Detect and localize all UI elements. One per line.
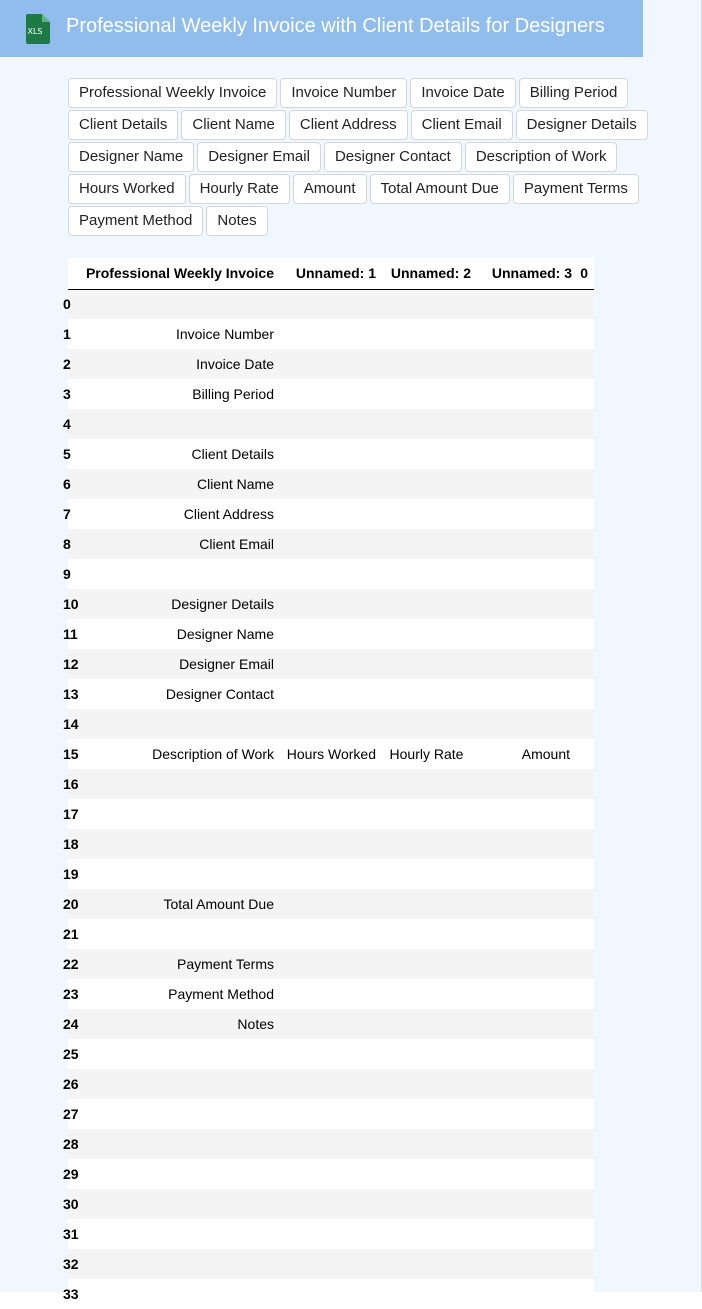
column-header (68, 258, 80, 289)
table-cell (382, 319, 477, 349)
table-cell (280, 469, 382, 499)
table-cell (80, 769, 280, 799)
column-chip[interactable]: Hourly Rate (189, 174, 290, 204)
table-cell (477, 1279, 578, 1309)
table-cell (382, 799, 477, 829)
table-cell (578, 559, 594, 589)
table-cell (280, 1159, 382, 1189)
table-cell: Designer Details (80, 589, 280, 619)
table-cell (280, 1249, 382, 1279)
table-row (68, 379, 594, 409)
table-cell (382, 349, 477, 379)
table-cell (578, 379, 594, 409)
row-index-cell: 4 (68, 409, 80, 439)
table-cell: Hourly Rate (382, 739, 477, 769)
column-header: 0 (578, 258, 594, 289)
table-row (68, 799, 594, 829)
table-cell (280, 949, 382, 979)
table-row (68, 319, 594, 349)
table-cell (280, 1009, 382, 1039)
row-index-cell: 12 (68, 649, 80, 679)
table-cell (280, 1189, 382, 1219)
data-table (63, 258, 594, 1309)
column-chip[interactable]: Notes (206, 206, 267, 236)
column-chip[interactable]: Client Address (289, 110, 408, 140)
table-row (68, 1189, 594, 1219)
table-cell (80, 799, 280, 829)
table-cell (477, 1099, 578, 1129)
table-row (68, 1249, 594, 1279)
table-cell (477, 679, 578, 709)
table-cell (578, 859, 594, 889)
table-cell (477, 1069, 578, 1099)
table-cell (477, 769, 578, 799)
table-cell (578, 1189, 594, 1219)
table-cell (382, 679, 477, 709)
column-chip[interactable]: Client Email (411, 110, 513, 140)
column-chip[interactable]: Payment Method (68, 206, 203, 236)
column-chip[interactable]: Designer Details (516, 110, 648, 140)
table-cell (578, 1159, 594, 1189)
table-cell (280, 1069, 382, 1099)
table-row (68, 439, 594, 469)
table-cell (578, 439, 594, 469)
table-cell (382, 1249, 477, 1279)
table-cell (382, 889, 477, 919)
table-cell (80, 829, 280, 859)
table-cell (578, 409, 594, 439)
table-cell (382, 379, 477, 409)
row-index-cell: 28 (68, 1129, 80, 1159)
table-cell (477, 949, 578, 979)
table-cell (578, 889, 594, 919)
table-cell (477, 469, 578, 499)
row-index-cell: 29 (68, 1159, 80, 1189)
table-row (68, 1219, 594, 1249)
table-cell (578, 1279, 594, 1309)
column-chip[interactable]: Hours Worked (68, 174, 186, 204)
row-index-cell: 0 (68, 289, 80, 319)
table-cell: Payment Method (80, 979, 280, 1009)
table-cell (382, 649, 477, 679)
row-index-cell: 20 (68, 889, 80, 919)
table-cell (280, 439, 382, 469)
column-chip[interactable]: Amount (293, 174, 367, 204)
table-cell (280, 1279, 382, 1309)
table-row (68, 1069, 594, 1099)
column-chip[interactable]: Description of Work (465, 142, 618, 172)
table-cell (578, 1009, 594, 1039)
table-cell (578, 919, 594, 949)
table-cell (382, 439, 477, 469)
table-cell (477, 409, 578, 439)
table-cell (382, 529, 477, 559)
row-index-cell: 7 (68, 499, 80, 529)
table-cell (280, 979, 382, 1009)
column-header: Unnamed: 2 (382, 258, 477, 289)
table-cell (280, 379, 382, 409)
table-cell (477, 709, 578, 739)
table-row (68, 919, 594, 949)
table-cell (382, 919, 477, 949)
table-cell (578, 799, 594, 829)
row-index-cell: 2 (68, 349, 80, 379)
table-row (68, 409, 594, 439)
table-cell (382, 1009, 477, 1039)
table-cell (382, 1039, 477, 1069)
row-index-cell: 30 (68, 1189, 80, 1219)
table-cell (80, 559, 280, 589)
table-cell (578, 619, 594, 649)
table-cell: Payment Terms (80, 949, 280, 979)
row-index-cell: 24 (68, 1009, 80, 1039)
table-cell (477, 529, 578, 559)
row-index-cell: 27 (68, 1099, 80, 1129)
row-index-cell: 5 (68, 439, 80, 469)
table-cell (382, 949, 477, 979)
row-index-cell: 3 (68, 379, 80, 409)
table-cell (382, 559, 477, 589)
table-cell (80, 709, 280, 739)
row-index-cell: 13 (68, 679, 80, 709)
table-cell (280, 409, 382, 439)
column-chip[interactable]: Client Name (181, 110, 286, 140)
row-index-cell: 22 (68, 949, 80, 979)
table-row (68, 529, 594, 559)
table-row (68, 889, 594, 919)
xls-file-icon-label: XLS (27, 27, 43, 36)
table-cell (280, 1219, 382, 1249)
row-index-cell: 26 (68, 1069, 80, 1099)
table-cell (477, 1249, 578, 1279)
table-cell (382, 1189, 477, 1219)
table-cell (280, 709, 382, 739)
column-chip[interactable]: Professional Weekly Invoice (68, 78, 277, 108)
row-index-cell: 32 (68, 1249, 80, 1279)
row-index-cell: 31 (68, 1219, 80, 1249)
row-index-cell: 8 (68, 529, 80, 559)
table-cell (578, 679, 594, 709)
table-cell (280, 799, 382, 829)
column-header: Unnamed: 3 (477, 258, 578, 289)
table-cell: Client Address (80, 499, 280, 529)
table-body (63, 289, 594, 1309)
table-cell (477, 619, 578, 649)
table-cell: Designer Name (80, 619, 280, 649)
table-cell (80, 409, 280, 439)
table-cell (382, 859, 477, 889)
table-cell: Designer Contact (80, 679, 280, 709)
table-cell (578, 1249, 594, 1279)
table-cell (280, 1129, 382, 1159)
table-row (68, 1039, 594, 1069)
table-row (68, 709, 594, 739)
column-chip[interactable]: Invoice Date (410, 78, 515, 108)
table-cell (280, 769, 382, 799)
table-cell (382, 289, 477, 319)
table-cell (382, 769, 477, 799)
table-cell (382, 1159, 477, 1189)
table-row (68, 619, 594, 649)
table-cell (280, 889, 382, 919)
table-cell: Amount (477, 739, 578, 769)
table-cell (578, 289, 594, 319)
table-cell (382, 469, 477, 499)
row-index-cell: 9 (68, 559, 80, 589)
table-cell (578, 979, 594, 1009)
table-cell (280, 919, 382, 949)
table-cell (477, 499, 578, 529)
table-cell: Invoice Date (80, 349, 280, 379)
row-index-cell: 15 (68, 739, 80, 769)
table-row (68, 589, 594, 619)
table-cell (477, 319, 578, 349)
table-cell (477, 1219, 578, 1249)
table-cell (382, 829, 477, 859)
table-cell (477, 349, 578, 379)
table-cell (578, 709, 594, 739)
column-chip[interactable]: Designer Name (68, 142, 194, 172)
header-bar (0, 0, 643, 57)
column-chip[interactable]: Payment Terms (513, 174, 639, 204)
row-index-cell: 1 (68, 319, 80, 349)
table-cell (382, 1099, 477, 1129)
table-cell (280, 1099, 382, 1129)
table-cell (578, 529, 594, 559)
table-cell (280, 679, 382, 709)
row-index-cell: 23 (68, 979, 80, 1009)
table-cell (280, 619, 382, 649)
table-cell (80, 919, 280, 949)
table-cell (477, 859, 578, 889)
table-cell: Notes (80, 1009, 280, 1039)
table-cell: Description of Work (80, 739, 280, 769)
table-cell: Designer Email (80, 649, 280, 679)
table-cell (578, 1099, 594, 1129)
table-row (68, 769, 594, 799)
table-row (68, 469, 594, 499)
table-cell (578, 949, 594, 979)
row-index-cell: 11 (68, 619, 80, 649)
table-cell (280, 559, 382, 589)
table-cell (80, 1039, 280, 1069)
table-row (68, 739, 594, 769)
page-title: Professional Weekly Invoice with Client Details for Designers (66, 15, 605, 37)
table-cell (280, 829, 382, 859)
row-index-cell: 14 (68, 709, 80, 739)
table-row (68, 679, 594, 709)
table-cell (477, 1129, 578, 1159)
table-header-row (68, 258, 594, 289)
table-cell (477, 979, 578, 1009)
table-cell (477, 589, 578, 619)
row-index-cell: 17 (68, 799, 80, 829)
column-chip[interactable]: Total Amount Due (370, 174, 510, 204)
table-cell (280, 529, 382, 559)
table-cell (578, 499, 594, 529)
table-cell (578, 319, 594, 349)
table-cell (382, 1069, 477, 1099)
table-cell (280, 859, 382, 889)
column-chip[interactable]: Designer Contact (324, 142, 462, 172)
table-row (68, 1099, 594, 1129)
table-cell (382, 1279, 477, 1309)
table-cell (80, 1189, 280, 1219)
table-cell (477, 289, 578, 319)
table-cell (280, 1039, 382, 1069)
table-cell (477, 1159, 578, 1189)
column-chip[interactable]: Designer Email (197, 142, 321, 172)
column-chip[interactable]: Billing Period (519, 78, 629, 108)
table-row (68, 979, 594, 1009)
table-cell (382, 1219, 477, 1249)
table-cell (382, 499, 477, 529)
table-cell (477, 1189, 578, 1219)
table-cell (578, 1039, 594, 1069)
row-index-cell: 25 (68, 1039, 80, 1069)
table-cell (80, 1129, 280, 1159)
table-cell: Client Details (80, 439, 280, 469)
table-cell (477, 1039, 578, 1069)
table-cell (280, 349, 382, 379)
table-cell (477, 649, 578, 679)
table-cell: Client Name (80, 469, 280, 499)
table-cell (477, 379, 578, 409)
table-cell: Hours Worked (280, 739, 382, 769)
row-index-cell: 18 (68, 829, 80, 859)
table-row (68, 499, 594, 529)
table-cell (280, 649, 382, 679)
table-cell (477, 799, 578, 829)
column-chip-list (68, 78, 648, 236)
table-row (68, 289, 594, 319)
table-cell (477, 829, 578, 859)
table-cell (477, 439, 578, 469)
table-cell (578, 829, 594, 859)
row-index-cell: 16 (68, 769, 80, 799)
table-cell (578, 739, 594, 769)
table-row (68, 1129, 594, 1159)
table-cell (80, 289, 280, 319)
table-cell (578, 589, 594, 619)
row-index-cell: 10 (68, 589, 80, 619)
row-index-cell: 21 (68, 919, 80, 949)
column-chip[interactable]: Invoice Number (280, 78, 407, 108)
table-cell (578, 469, 594, 499)
table-cell (280, 589, 382, 619)
table-cell (80, 1219, 280, 1249)
table-cell (578, 1069, 594, 1099)
table-cell (382, 1129, 477, 1159)
table-cell (382, 979, 477, 1009)
table-cell (578, 1129, 594, 1159)
column-chip[interactable]: Client Details (68, 110, 178, 140)
table-cell (578, 649, 594, 679)
table-cell (382, 589, 477, 619)
table-cell (80, 1069, 280, 1099)
table-row (68, 949, 594, 979)
table-cell: Invoice Number (80, 319, 280, 349)
column-header: Professional Weekly Invoice (80, 258, 280, 289)
table-row (68, 1009, 594, 1039)
table-row (68, 859, 594, 889)
table-row (68, 559, 594, 589)
table-cell (80, 1159, 280, 1189)
table-row (68, 349, 594, 379)
table-cell (578, 349, 594, 379)
table-cell: Billing Period (80, 379, 280, 409)
table-cell: Client Email (80, 529, 280, 559)
table-cell (280, 499, 382, 529)
table-cell (80, 859, 280, 889)
table-row (68, 829, 594, 859)
table-row (68, 1279, 594, 1309)
table-cell (578, 1219, 594, 1249)
table-cell (477, 889, 578, 919)
row-index-cell: 6 (68, 469, 80, 499)
table-cell (477, 1009, 578, 1039)
data-table-container[interactable] (63, 258, 594, 1302)
table-row (68, 649, 594, 679)
table-cell (382, 709, 477, 739)
table-cell (80, 1279, 280, 1309)
xls-file-icon (22, 14, 50, 44)
table-cell (578, 769, 594, 799)
column-header: Unnamed: 1 (280, 258, 382, 289)
table-cell (477, 559, 578, 589)
table-cell (382, 619, 477, 649)
table-cell (382, 409, 477, 439)
table-cell (477, 919, 578, 949)
row-index-cell: 33 (68, 1279, 80, 1309)
table-row (68, 1159, 594, 1189)
row-index-cell: 19 (68, 859, 80, 889)
table-cell (80, 1249, 280, 1279)
table-cell (280, 319, 382, 349)
table-cell (280, 289, 382, 319)
table-cell: Total Amount Due (80, 889, 280, 919)
table-cell (80, 1099, 280, 1129)
